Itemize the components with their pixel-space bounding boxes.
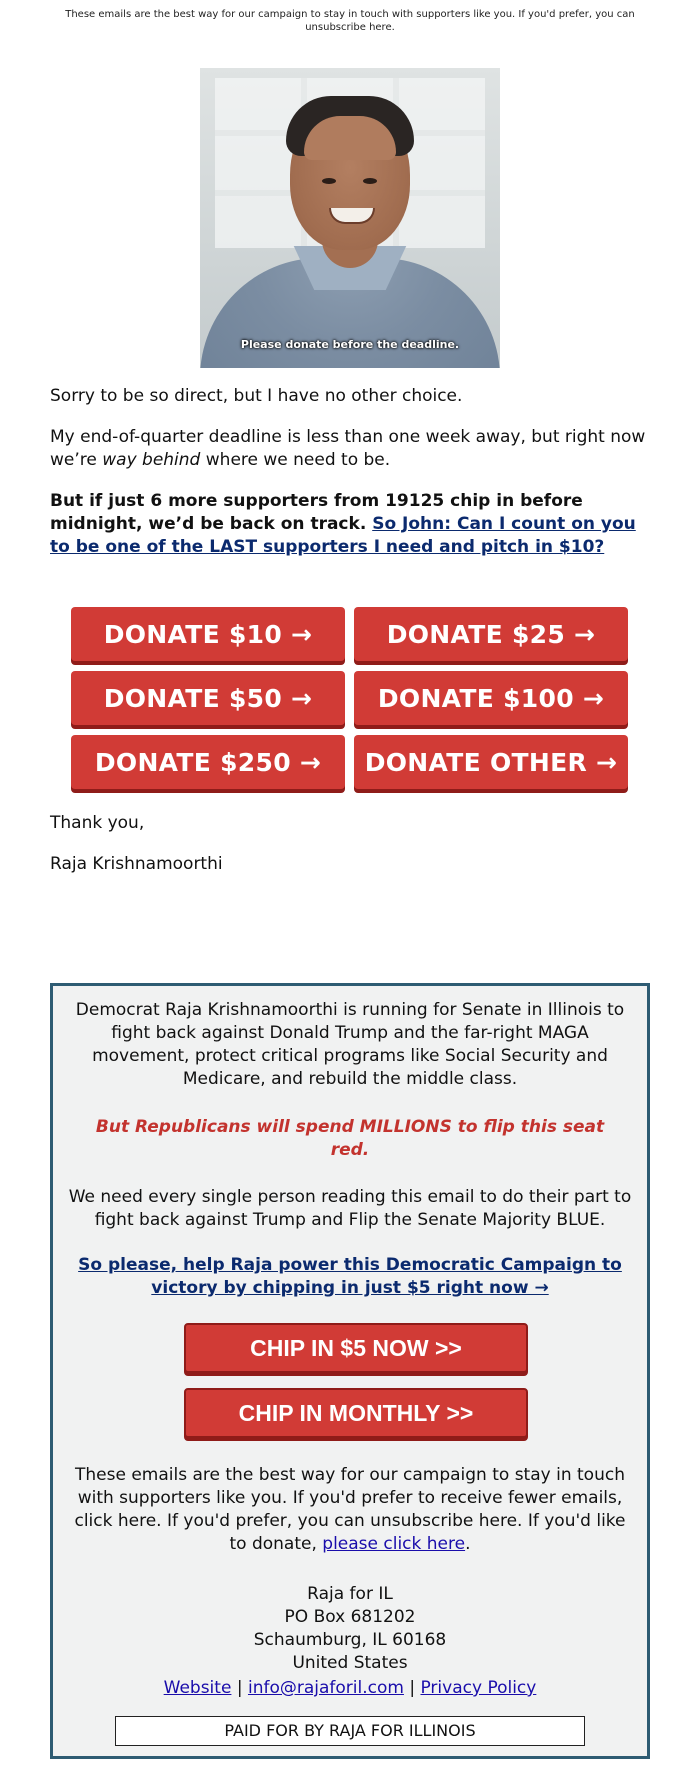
donate-250-button[interactable]: DONATE $250 → <box>71 735 345 789</box>
signoff-thanks <box>50 812 650 835</box>
footer-unsubscribe-text <box>65 1464 635 1556</box>
signoff-name <box>50 853 650 876</box>
donate-button-grid <box>71 607 629 789</box>
footer-need-text: We need every single person reading this email to do their part to fight back against Trump and Flip the Senate Majority BLUE. <box>68 1187 632 1230</box>
thanks-text: Thank you, <box>50 813 145 833</box>
chip-in-monthly-button[interactable]: CHIP IN MONTHLY >> <box>184 1388 528 1438</box>
eye-right <box>363 178 377 184</box>
address-box: PO Box 681202 <box>284 1607 416 1627</box>
ask-link[interactable]: So John: Can I count on you to be one of the LAST supporters I need and pitch in $10? <box>50 514 636 557</box>
intro-paragraph <box>50 385 650 408</box>
donate-10-button[interactable]: DONATE $10 → <box>71 607 345 661</box>
deadline-paragraph <box>50 426 650 472</box>
footer-cta-link[interactable]: So please, help Raja power this Democratic Campaign to victory by chipping in just $5 right now → <box>78 1255 622 1298</box>
footer-red-warning: But Republicans will spend MILLIONS to flip this seat red. <box>95 1117 605 1160</box>
link-separator: | <box>403 1678 421 1698</box>
donate-100-button[interactable]: DONATE $100 → <box>354 671 628 725</box>
ask-paragraph <box>50 490 650 559</box>
hero-caption: Please donate before the deadline. <box>240 338 460 351</box>
deadline-text-b: where we need to be. <box>200 450 391 470</box>
donate-25-button[interactable]: DONATE $25 → <box>354 607 628 661</box>
please-click-here-link[interactable]: please click here <box>322 1534 466 1554</box>
chip-in-5-button[interactable]: CHIP IN $5 NOW >> <box>184 1323 528 1373</box>
intro-text: Sorry to be so direct, but I have no other choice. <box>50 386 463 406</box>
footer-links <box>65 1677 635 1700</box>
ask-bold-text: But if just 6 more supporters from 19125 chip in before midnight, we’d be back on track. <box>50 491 583 534</box>
donate-other-button[interactable]: DONATE OTHER → <box>354 735 628 789</box>
deadline-text-a: My end-of-quarter deadline is less than one week away, but right now we’re <box>50 427 646 470</box>
deadline-emphasis: way behind <box>102 450 201 470</box>
unsub-end: . <box>465 1534 471 1554</box>
privacy-policy-link[interactable]: Privacy Policy <box>420 1678 537 1698</box>
preheader-text: These emails are the best way for our campaign to stay in touch with supporters like you. If you'd prefer, you can unsubscribe here. <box>65 9 635 33</box>
address-country: United States <box>292 1653 408 1673</box>
hero-image[interactable] <box>200 68 500 368</box>
address-org: Raja for IL <box>307 1584 393 1604</box>
paid-for-disclaimer: PAID FOR BY RAJA FOR ILLINOIS <box>115 1716 585 1746</box>
website-link[interactable]: Website <box>163 1678 232 1698</box>
eye-left <box>322 178 336 184</box>
address-city: Schaumburg, IL 60168 <box>253 1630 447 1650</box>
mailing-address <box>65 1583 635 1675</box>
unsub-text: These emails are the best way for our campaign to stay in touch with supporters like you. If you'd prefer to receive fewer emails, click here. If you'd prefer, you can unsubscribe here. If you'd like to donate, <box>74 1465 626 1554</box>
footer-box <box>50 983 650 1759</box>
footer-intro: Democrat Raja Krishnamoorthi is running for Senate in Illinois to fight back against Donald Trump and the far-right MAGA movement, protect critical programs like Social Security and Medicare, and rebuild the middle class. <box>75 1000 625 1089</box>
link-separator: | <box>231 1678 248 1698</box>
signer-name: Raja Krishnamoorthi <box>50 854 223 874</box>
email-link[interactable]: info@rajaforil.com <box>247 1678 404 1698</box>
donate-50-button[interactable]: DONATE $50 → <box>71 671 345 725</box>
